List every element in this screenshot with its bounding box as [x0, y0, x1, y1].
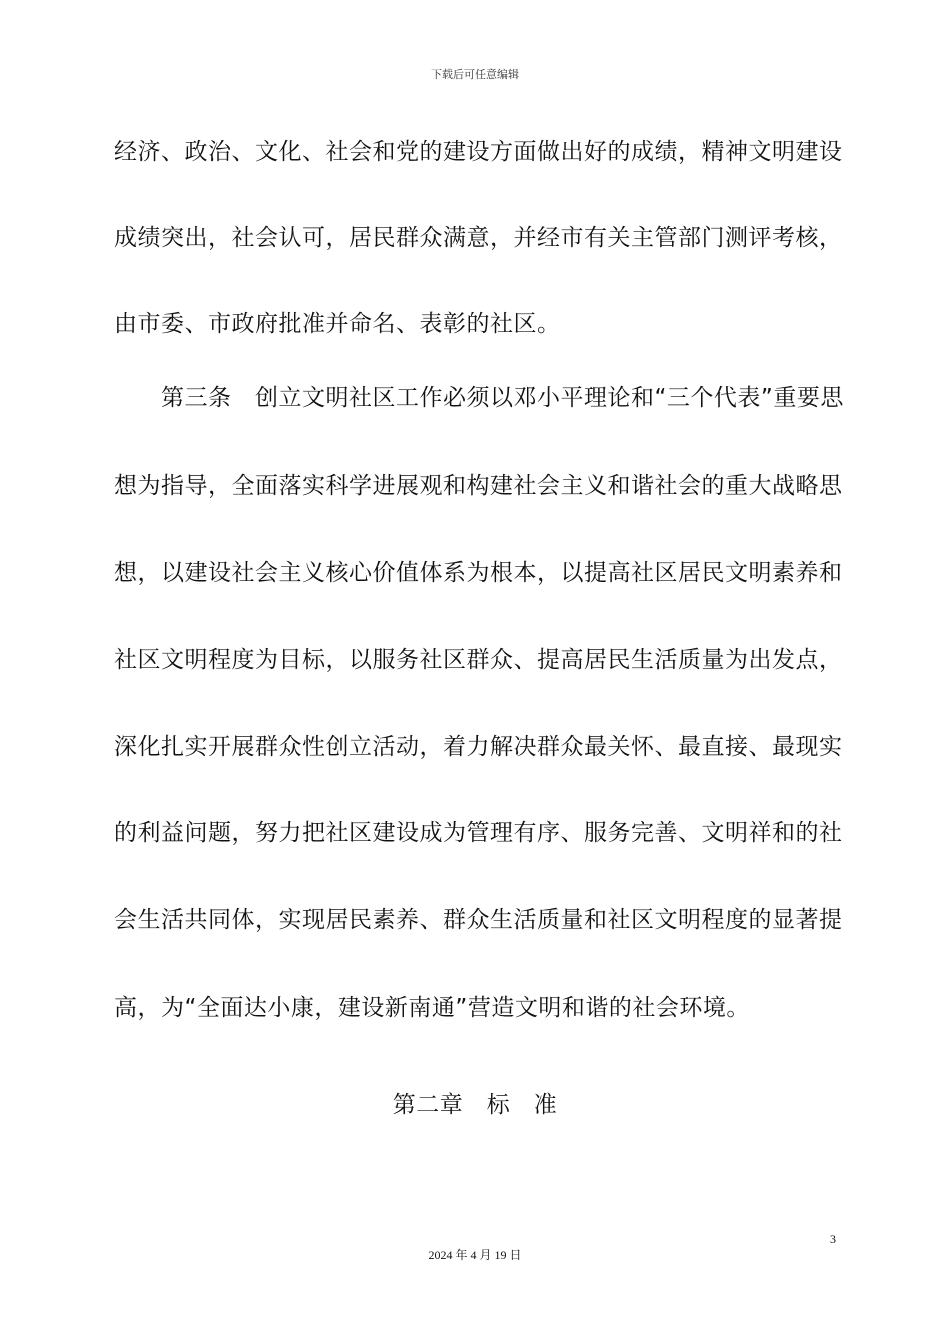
body-line: 深化扎实开展群众性创立活动，着力解决群众最关怀、最直接、最现实: [114, 734, 843, 760]
body-line: 经济、政治、文化、社会和党的建设方面做出好的成绩，精神文明建设: [114, 139, 843, 165]
footer-date: 2024 年 4 月 19 日: [428, 1248, 522, 1262]
page-number: 3: [830, 1232, 836, 1246]
header-note: 下载后可任意编辑: [431, 68, 519, 81]
body-line: 想，以建设社会主义核心价值体系为根本，以提高社区居民文明素养和: [114, 560, 843, 586]
body-line: 的利益问题，努力把社区建设成为管理有序、服务完善、文明祥和的社: [114, 820, 843, 846]
body-line: 高，为“全面达小康，建设新南通”营造文明和谐的社会环境。: [114, 995, 750, 1021]
body-line: 想为指导，全面落实科学进展观和构建社会主义和谐社会的重大战略思: [114, 473, 843, 499]
body-line: 成绩突出，社会认可，居民群众满意，并经市有关主管部门测评考核，: [114, 225, 843, 251]
body-line: 第三条 创立文明社区工作必须以邓小平理论和“三个代表”重要思: [114, 385, 844, 411]
body-line: 由市委、市政府批准并命名、表彰的社区。: [114, 311, 561, 337]
chapter-title: 第二章 标 准: [392, 1092, 558, 1118]
body-line: 会生活共同体，实现居民素养、群众生活质量和社区文明程度的显著提: [114, 907, 843, 933]
body-line: 社区文明程度为目标，以服务社区群众、提高居民生活质量为出发点，: [114, 647, 843, 673]
